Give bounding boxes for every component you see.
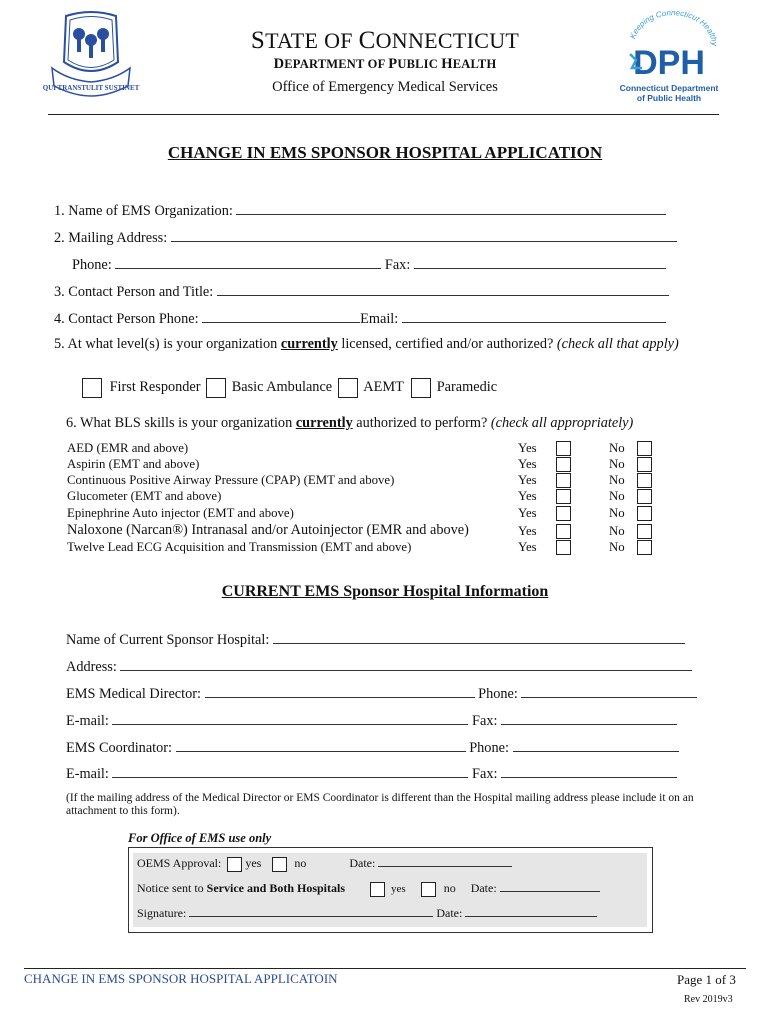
dph-caption: Connecticut Department of Public Health xyxy=(619,83,719,103)
signature-date-field[interactable] xyxy=(465,906,597,917)
medical-director-field[interactable] xyxy=(205,685,475,698)
paramedic-checkbox[interactable] xyxy=(411,378,431,398)
coordinator-row: EMS Coordinator: Phone: xyxy=(66,739,679,757)
skill-label: Epinephrine Auto injector (EMT and above) xyxy=(67,506,294,520)
skill-no-option: No xyxy=(609,457,625,472)
first-responder-checkbox[interactable] xyxy=(82,378,102,398)
skill-no-checkbox[interactable] xyxy=(637,473,652,488)
skill-yes-option: Yes xyxy=(518,506,537,521)
contact-person-field[interactable] xyxy=(217,283,669,296)
skill-no-checkbox[interactable] xyxy=(637,457,652,472)
aemt-label: AEMT xyxy=(363,379,404,396)
skill-no-option: No xyxy=(609,473,625,488)
contact-email-field[interactable] xyxy=(402,310,666,323)
q3-label: 3. Contact Person and Title: xyxy=(54,284,214,300)
coordinator-email-field[interactable] xyxy=(112,765,468,778)
sponsor-address-field[interactable] xyxy=(120,658,692,671)
skill-no-checkbox[interactable] xyxy=(637,441,652,456)
skill-label: AED (EMR and above) xyxy=(67,441,189,455)
sponsor-section-title: CURRENT EMS Sponsor Hospital Information xyxy=(221,583,549,600)
dph-arc-text: Keeping Connecticut Healthy xyxy=(628,8,720,47)
skill-yes-checkbox[interactable] xyxy=(556,473,571,488)
approval-date-field[interactable] xyxy=(378,856,512,867)
q4-row xyxy=(54,310,666,328)
skill-yes-option: Yes xyxy=(518,524,537,539)
department-name: DEPARTMENT OF PUBLIC HEALTH xyxy=(273,56,497,72)
org-phone-field[interactable] xyxy=(115,256,381,269)
skill-label: Aspirin (EMT and above) xyxy=(67,457,200,471)
skill-no-option: No xyxy=(609,489,625,504)
director-row: EMS Medical Director: Phone: xyxy=(66,685,697,703)
svg-text:Keeping Connecticut Healthy xyxy=(628,8,719,47)
aemt-checkbox[interactable] xyxy=(338,378,358,398)
skill-yes-checkbox[interactable] xyxy=(556,489,571,504)
director-email-row: E-mail: Fax: xyxy=(66,712,677,730)
basic-ambulance-label: Basic Ambulance xyxy=(231,379,333,396)
ems-coordinator-field[interactable] xyxy=(176,739,466,752)
skill-yes-option: Yes xyxy=(518,489,537,504)
skill-label: Twelve Lead ECG Acquisition and Transmission (EMT and above) xyxy=(67,540,412,554)
skill-no-checkbox[interactable] xyxy=(637,489,652,504)
approval-yes-checkbox[interactable] xyxy=(227,857,242,872)
header-divider xyxy=(48,114,719,115)
approval-no-checkbox[interactable] xyxy=(272,857,287,872)
oems-signature-row: Signature: Date: xyxy=(137,906,597,921)
q2-label: 2. Mailing Address: xyxy=(54,230,168,246)
email-label: Email: xyxy=(360,311,399,327)
director-fax-field[interactable] xyxy=(501,712,677,725)
organization-name-field[interactable] xyxy=(236,202,666,215)
seal-ribbon-text: QUI TRANSTULIT SUSTINET xyxy=(42,84,140,92)
footer-divider xyxy=(24,968,746,969)
q2-row xyxy=(54,229,677,247)
signature-field[interactable] xyxy=(189,906,433,917)
oems-use-label: For Office of EMS use only xyxy=(128,831,272,845)
sponsor-hospital-name-field[interactable] xyxy=(273,631,685,644)
contact-phone-field[interactable] xyxy=(202,310,360,323)
office-name: Office of Emergency Medical Services xyxy=(272,79,498,95)
sponsor-address-row: Address: xyxy=(66,658,692,676)
page-number: Page 1 of 3 xyxy=(677,972,736,987)
org-fax-field[interactable] xyxy=(414,256,666,269)
skill-label: Continuous Positive Airway Pressure (CPAP) (EMT and above) xyxy=(67,473,395,487)
q5-row: 5. At what level(s) is your organization currently licensed, certified and/or authorized? (check all that apply) xyxy=(54,336,679,352)
oems-approval-row: OEMS Approval: yes no Date: xyxy=(137,856,512,872)
skill-no-option: No xyxy=(609,540,625,555)
phone-fax-row xyxy=(72,256,666,274)
skill-no-checkbox[interactable] xyxy=(637,540,652,555)
coordinator-phone-field[interactable] xyxy=(513,739,679,752)
notice-yes-checkbox[interactable] xyxy=(370,882,385,897)
skill-yes-option: Yes xyxy=(518,441,537,456)
skill-label: Naloxone (Narcan®) Intranasal and/or Autoinjector (EMR and above) xyxy=(67,522,469,538)
mailing-address-field[interactable] xyxy=(171,229,677,242)
skill-no-option: No xyxy=(609,506,625,521)
basic-ambulance-checkbox[interactable] xyxy=(206,378,226,398)
q4-label: 4. Contact Person Phone: xyxy=(54,311,199,327)
skill-yes-checkbox[interactable] xyxy=(556,524,571,539)
skill-no-option: No xyxy=(609,524,625,539)
skill-yes-option: Yes xyxy=(518,540,537,555)
address-note: (If the mailing address of the Medical Director or EMS Coordinator is different than the Hospital mailing address please include it on an attachment to this form). xyxy=(66,792,694,817)
q6-row: 6. What BLS skills is your organization currently authorized to perform? (check all appropriately) xyxy=(66,415,634,431)
skill-no-checkbox[interactable] xyxy=(637,524,652,539)
paramedic-label: Paramedic xyxy=(436,379,498,396)
q1-row xyxy=(54,202,666,220)
footer-title: CHANGE IN EMS SPONSOR HOSPITAL APPLICATOIN xyxy=(24,971,338,986)
skill-label: Glucometer (EMT and above) xyxy=(67,489,222,503)
phone-label: Phone: xyxy=(72,257,112,273)
q1-label: 1. Name of EMS Organization: xyxy=(54,203,233,219)
coordinator-fax-field[interactable] xyxy=(501,765,677,778)
skill-yes-option: Yes xyxy=(518,457,537,472)
page-title: STATE OF CONNECTICUT xyxy=(250,27,520,54)
q3-row xyxy=(54,283,669,301)
skill-yes-checkbox[interactable] xyxy=(556,506,571,521)
skill-no-option: No xyxy=(609,441,625,456)
first-responder-label: First Responder xyxy=(109,379,201,396)
skill-yes-checkbox[interactable] xyxy=(556,540,571,555)
oems-notice-row: Notice sent to Service and Both Hospitals yes no Date: xyxy=(137,881,600,897)
coordinator-email-row: E-mail: Fax: xyxy=(66,765,677,783)
notice-date-field[interactable] xyxy=(500,881,600,892)
sponsor-name-row: Name of Current Sponsor Hospital: xyxy=(66,631,685,649)
skill-no-checkbox[interactable] xyxy=(637,506,652,521)
director-phone-field[interactable] xyxy=(521,685,697,698)
fax-label: Fax: xyxy=(384,257,411,273)
level-options xyxy=(82,378,497,398)
notice-no-checkbox[interactable] xyxy=(421,882,436,897)
revision-label: Rev 2019v3 xyxy=(684,994,733,1005)
dph-logo-text: DPH xyxy=(633,44,705,82)
skill-yes-checkbox[interactable] xyxy=(556,441,571,456)
skill-yes-option: Yes xyxy=(518,473,537,488)
skill-yes-checkbox[interactable] xyxy=(556,457,571,472)
form-title: CHANGE IN EMS SPONSOR HOSPITAL APPLICATION xyxy=(167,143,603,162)
director-email-field[interactable] xyxy=(112,712,468,725)
